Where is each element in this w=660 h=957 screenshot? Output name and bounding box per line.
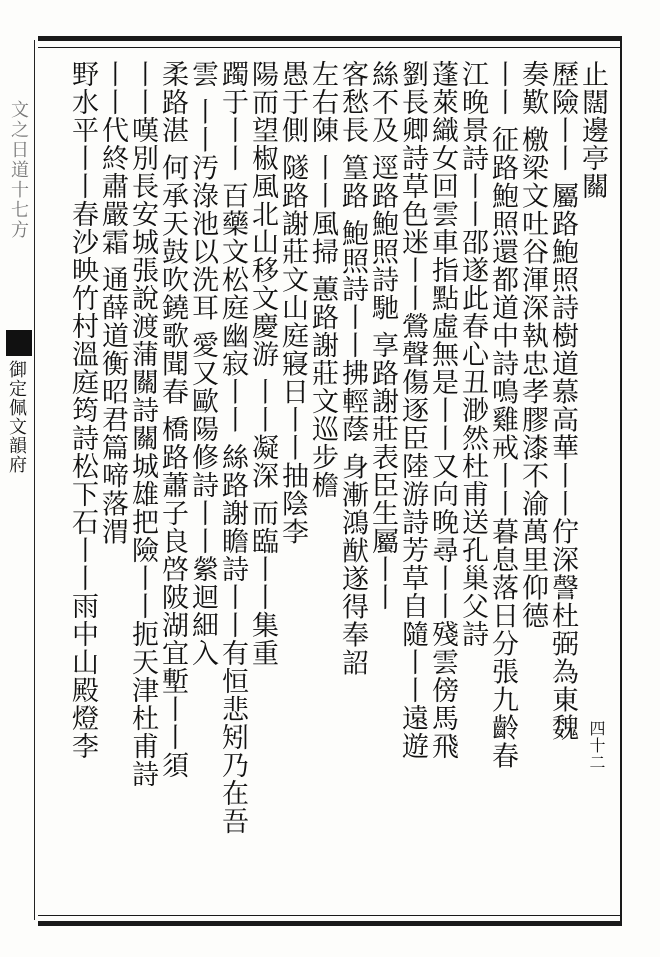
text-column: 躅于丨丨 百藥文松庭幽寂丨丨 絲路謝瞻詩丨丨有恒悲矧乃在吾 — [217, 60, 248, 836]
text-column: 絲不及 逕路鮑照詩馳 享路謝莊表臣生屬丨丨 — [367, 60, 398, 612]
text-column: 柔路湛 何承天鼓吹鐃歌聞春 橋路蕭子良啓陂湖宜塹丨丨須 — [157, 60, 188, 780]
text-column: 丨丨代終肅嚴霜 通薛道衡昭君篇啼落渭 — [97, 60, 128, 546]
text-column: 劉長卿詩草色迷丨丨鶯聲傷逐臣陸游詩芳草自隨丨丨遠遊 — [397, 60, 428, 760]
text-column: 歷險丨丨 屬路鮑照詩樹道慕高華丨丨佇深謦杜弼為東魏 — [547, 60, 578, 742]
text-column: 陽而望椒風北山移文慶游 丨丨凝深 而臨丨丨集重 — [247, 60, 278, 668]
text-column: 止闊邊亭關 — [577, 60, 608, 200]
fish-tail-block — [6, 330, 32, 356]
text-column: 江晚景詩丨丨邵遂此春心丑渺然杜甫送孔巢父詩 — [457, 60, 488, 648]
text-column: 丨丨嘆別長安城張說渡蒲關詩關城雄把險丨丨扼天津杜甫詩 — [127, 60, 158, 788]
book-title: 御定佩文韻府 — [6, 360, 27, 474]
margin-faint-text: 文之日道十七方 — [8, 100, 29, 240]
text-column: 野水平丨丨春沙映竹村溫庭筠詩松下石丨丨雨中山殿燈李 — [67, 60, 98, 760]
text-column: 愚于側 隧路謝莊文山庭寢日丨丨抽陰李 — [277, 60, 308, 546]
text-column: 左右陳 丨丨風掃 蕙路謝莊文巡步檐 — [307, 60, 338, 500]
book-gutter — [0, 40, 35, 920]
text-column: 奏歎 檄梁文吐谷渾深執忠孝膠漆不渝萬里仰德 — [517, 60, 548, 630]
frame-inner-top-rule — [38, 47, 620, 48]
page-number: 四十二 — [587, 720, 606, 771]
text-column: 蓬萊織女回雲車指點虛無是丨丨又向晚尋丨丨殘雲傍馬飛 — [427, 60, 458, 760]
text-column: 丨丨 征路鮑照還都道中詩鳴雞戒丨丨暮息落日分張九齡春 — [487, 60, 518, 770]
text-column: 雲 丨丨汚淥池以洗耳 愛又歐陽修詩丨丨縈迴細入 — [187, 60, 218, 668]
text-column: 客愁長 篁路 鮑照詩丨丨拂輕蔭 身漸鴻猷遂得奉詔 — [337, 60, 368, 677]
frame-inner-bottom-rule — [38, 915, 620, 916]
